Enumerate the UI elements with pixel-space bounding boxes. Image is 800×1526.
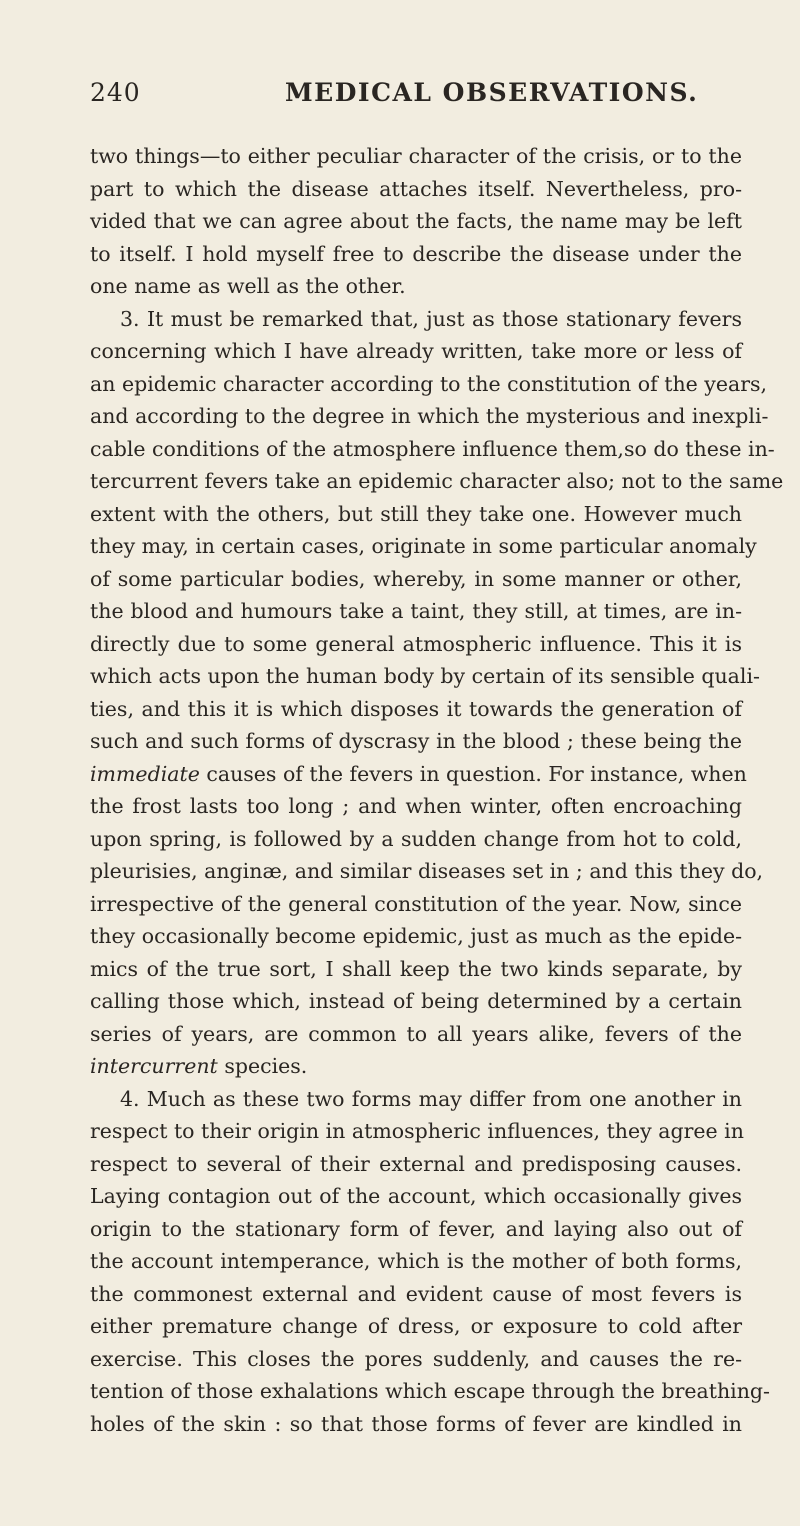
text-line: of some particular bodies, whereby, in some manner or other,: [90, 566, 742, 591]
text-line: they may, in certain cases, originate in some particular anomaly: [90, 534, 757, 558]
text-line: series of years, are common to all years alike, fevers of the: [90, 1021, 742, 1046]
text-line: part to which the disease attaches itself. Nevertheless, pro-: [90, 176, 742, 201]
text-line: directly due to some general atmospheric influence. This it is: [90, 631, 742, 656]
text-line: intercurrent species.: [90, 1054, 308, 1078]
text-line: holes of the skin : so that those forms of fever are kindled in: [90, 1411, 742, 1436]
text-line: the commonest external and evident cause of most fevers is: [90, 1281, 742, 1306]
text-line: pleurisies, anginæ, and similar diseases set in ; and this they do,: [90, 859, 764, 883]
text-line: concerning which I have already written, take more or less of: [90, 339, 742, 363]
paragraph-4-start: 4. Much as these two forms may differ from one another in: [120, 1086, 742, 1111]
text-line: and according to the degree in which the mysterious and inexpli-: [90, 404, 769, 428]
text-line: tention of those exhalations which escape through the breathing-: [90, 1379, 770, 1403]
text-line: respect to their origin in atmospheric influences, they agree in: [90, 1119, 744, 1143]
paragraph-3-start: 3. It must be remarked that, just as those stationary fevers: [120, 306, 742, 331]
text-line: the account intemperance, which is the mother of both forms,: [90, 1249, 742, 1273]
text-line: vided that we can agree about the facts, the name may be left: [90, 209, 742, 233]
text-line: immediate causes of the fevers in question. For instance, when: [90, 761, 747, 786]
text-line: exercise. This closes the pores suddenly, and causes the re-: [90, 1346, 742, 1371]
text-line: origin to the stationary form of fever, and laying also out of: [90, 1216, 742, 1241]
text-line: which acts upon the human body by certain of its sensible quali-: [90, 664, 760, 688]
text-line: ties, and this it is which disposes it towards the generation of: [90, 696, 742, 721]
text-line: the frost lasts too long ; and when winter, often encroaching: [90, 794, 742, 818]
text-line: the blood and humours take a taint, they still, at times, are in-: [90, 599, 742, 623]
text-line: tercurrent fevers take an epidemic character also; not to the same: [90, 469, 784, 493]
running-title: MEDICAL OBSERVATIONS.: [285, 78, 699, 107]
running-head: [90, 78, 742, 118]
text-line: Laying contagion out of the account, which occasionally gives: [90, 1184, 742, 1208]
text-line: cable conditions of the atmosphere influence them,so do these in-: [90, 436, 775, 461]
text-line: mics of the true sort, I shall keep the two kinds separate, by: [90, 956, 742, 981]
book-page: [0, 78, 800, 1526]
body-text: [90, 140, 784, 1440]
text-line: one name as well as the other.: [90, 274, 406, 298]
text-line: respect to several of their external and predisposing causes.: [90, 1151, 742, 1176]
text-line: calling those which, instead of being determined by a certain: [90, 989, 742, 1013]
text-line: two things—to either peculiar character of the crisis, or to the: [90, 144, 742, 168]
text-line: either premature change of dress, or exposure to cold after: [90, 1314, 742, 1338]
text-line: they occasionally become epidemic, just as much as the epide-: [90, 924, 742, 948]
page-number: 240: [90, 78, 141, 107]
text-line: to itself. I hold myself free to describe the disease under the: [90, 241, 742, 266]
text-line: irrespective of the general constitution of the year. Now, since: [90, 891, 742, 916]
text-line: an epidemic character according to the constitution of the years,: [90, 371, 768, 396]
text-line: extent with the others, but still they take one. However much: [90, 501, 742, 526]
text-line: upon spring, is followed by a sudden change from hot to cold,: [90, 826, 742, 851]
text-line: such and such forms of dyscrasy in the blood ; these being the: [90, 729, 742, 753]
